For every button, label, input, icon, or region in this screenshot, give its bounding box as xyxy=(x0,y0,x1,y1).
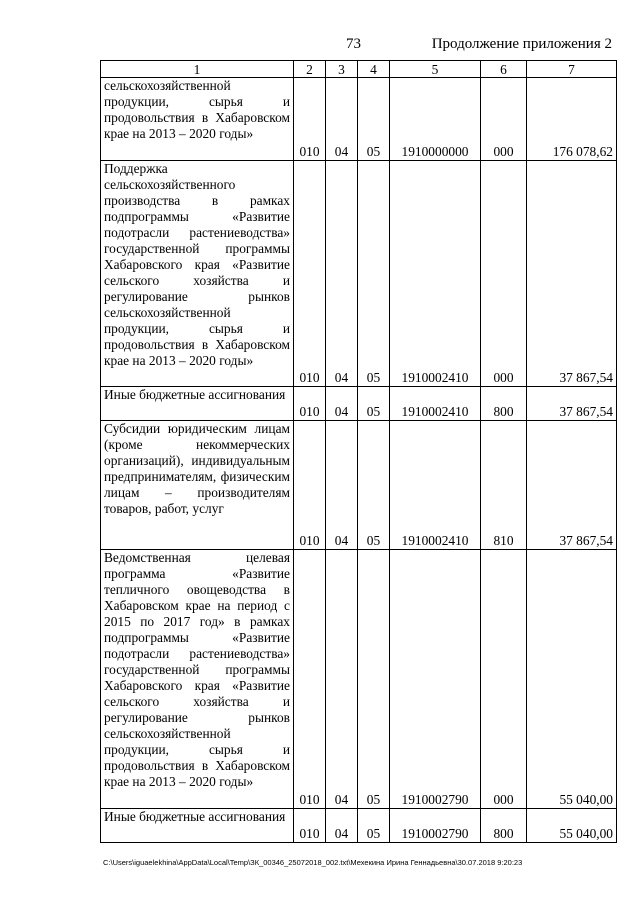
row-code-target: 1910002790 xyxy=(390,809,481,843)
row-code-expense-type: 800 xyxy=(481,809,527,843)
row-code-ministry: 010 xyxy=(294,809,326,843)
row-code-subsection: 05 xyxy=(358,550,390,809)
column-header-2: 2 xyxy=(294,61,326,78)
page-number: 73 xyxy=(346,36,361,52)
row-name: Иные бюджетные ассигнования xyxy=(101,387,294,421)
table-header-row xyxy=(101,61,617,78)
row-amount: 37 867,54 xyxy=(527,421,617,550)
column-header-4: 4 xyxy=(358,61,390,78)
row-code-subsection: 05 xyxy=(358,161,390,387)
row-code-target: 1910002410 xyxy=(390,387,481,421)
row-amount: 55 040,00 xyxy=(527,809,617,843)
row-code-section: 04 xyxy=(326,161,358,387)
row-name: Ведомственная целевая программа «Развитие тепличного овощеводства в Хабаровском крае на период с 2015 по 2017 год» в рамках подпрограммы «Развитие подотрасли растениеводства» государственной программы Хабаровского края «Развитие сельского хозяйства и регулирование рынков сельскохозяйственной продукции, сырья и продовольствия в Хабаровском крае на 2013 – 2020 годы» xyxy=(101,550,294,809)
row-amount: 176 078,62 xyxy=(527,78,617,161)
continuation-label: Продолжение приложения 2 xyxy=(431,36,612,52)
row-code-section: 04 xyxy=(326,387,358,421)
row-code-section: 04 xyxy=(326,78,358,161)
row-amount: 37 867,54 xyxy=(527,387,617,421)
table-row xyxy=(101,161,617,387)
column-header-3: 3 xyxy=(326,61,358,78)
row-code-subsection: 05 xyxy=(358,421,390,550)
table-row xyxy=(101,421,617,550)
row-amount: 37 867,54 xyxy=(527,161,617,387)
row-code-expense-type: 000 xyxy=(481,550,527,809)
file-path-footer: C:\Users\iguaelekhina\AppData\Local\Temp\ЗК_00346_25072018_002.txt\Мехекина Ирина Геннадьевна\30.07.2018 9:20:23 xyxy=(103,858,523,867)
row-name: Поддержка сельскохозяйственного производства в рамках подпрограммы «Развитие подотрасли растениеводства» государственной программы Хабаровского края «Развитие сельского хозяйства и регулирование рынков сельскохозяйственной продукции, сырья и продовольствия в Хабаровском крае на 2013 – 2020 годы» xyxy=(101,161,294,387)
row-name: Иные бюджетные ассигнования xyxy=(101,809,294,843)
column-header-5: 5 xyxy=(390,61,481,78)
row-code-target: 1910000000 xyxy=(390,78,481,161)
row-code-subsection: 05 xyxy=(358,809,390,843)
table-row xyxy=(101,809,617,843)
column-header-7: 7 xyxy=(527,61,617,78)
row-name: сельскохозяйственной продукции, сырья и продовольствия в Хабаровском крае на 2013 – 2020 годы» xyxy=(101,78,294,161)
row-code-ministry: 010 xyxy=(294,421,326,550)
row-code-target: 1910002410 xyxy=(390,421,481,550)
table-row xyxy=(101,387,617,421)
budget-table xyxy=(100,60,617,843)
row-amount: 55 040,00 xyxy=(527,550,617,809)
row-code-target: 1910002410 xyxy=(390,161,481,387)
row-code-section: 04 xyxy=(326,550,358,809)
row-code-expense-type: 800 xyxy=(481,387,527,421)
row-code-ministry: 010 xyxy=(294,161,326,387)
row-code-subsection: 05 xyxy=(358,387,390,421)
row-code-expense-type: 000 xyxy=(481,78,527,161)
row-code-ministry: 010 xyxy=(294,78,326,161)
table-row xyxy=(101,550,617,809)
row-code-subsection: 05 xyxy=(358,78,390,161)
row-code-expense-type: 000 xyxy=(481,161,527,387)
row-code-target: 1910002790 xyxy=(390,550,481,809)
row-name: Субсидии юридическим лицам (кроме некоммерческих организаций), индивидуальным предпринимателям, физическим лицам – производителям товаров, работ, услуг xyxy=(101,421,294,550)
row-code-ministry: 010 xyxy=(294,550,326,809)
row-code-ministry: 010 xyxy=(294,387,326,421)
row-code-section: 04 xyxy=(326,809,358,843)
column-header-1: 1 xyxy=(101,61,294,78)
table-row xyxy=(101,78,617,161)
row-code-section: 04 xyxy=(326,421,358,550)
row-code-expense-type: 810 xyxy=(481,421,527,550)
column-header-6: 6 xyxy=(481,61,527,78)
